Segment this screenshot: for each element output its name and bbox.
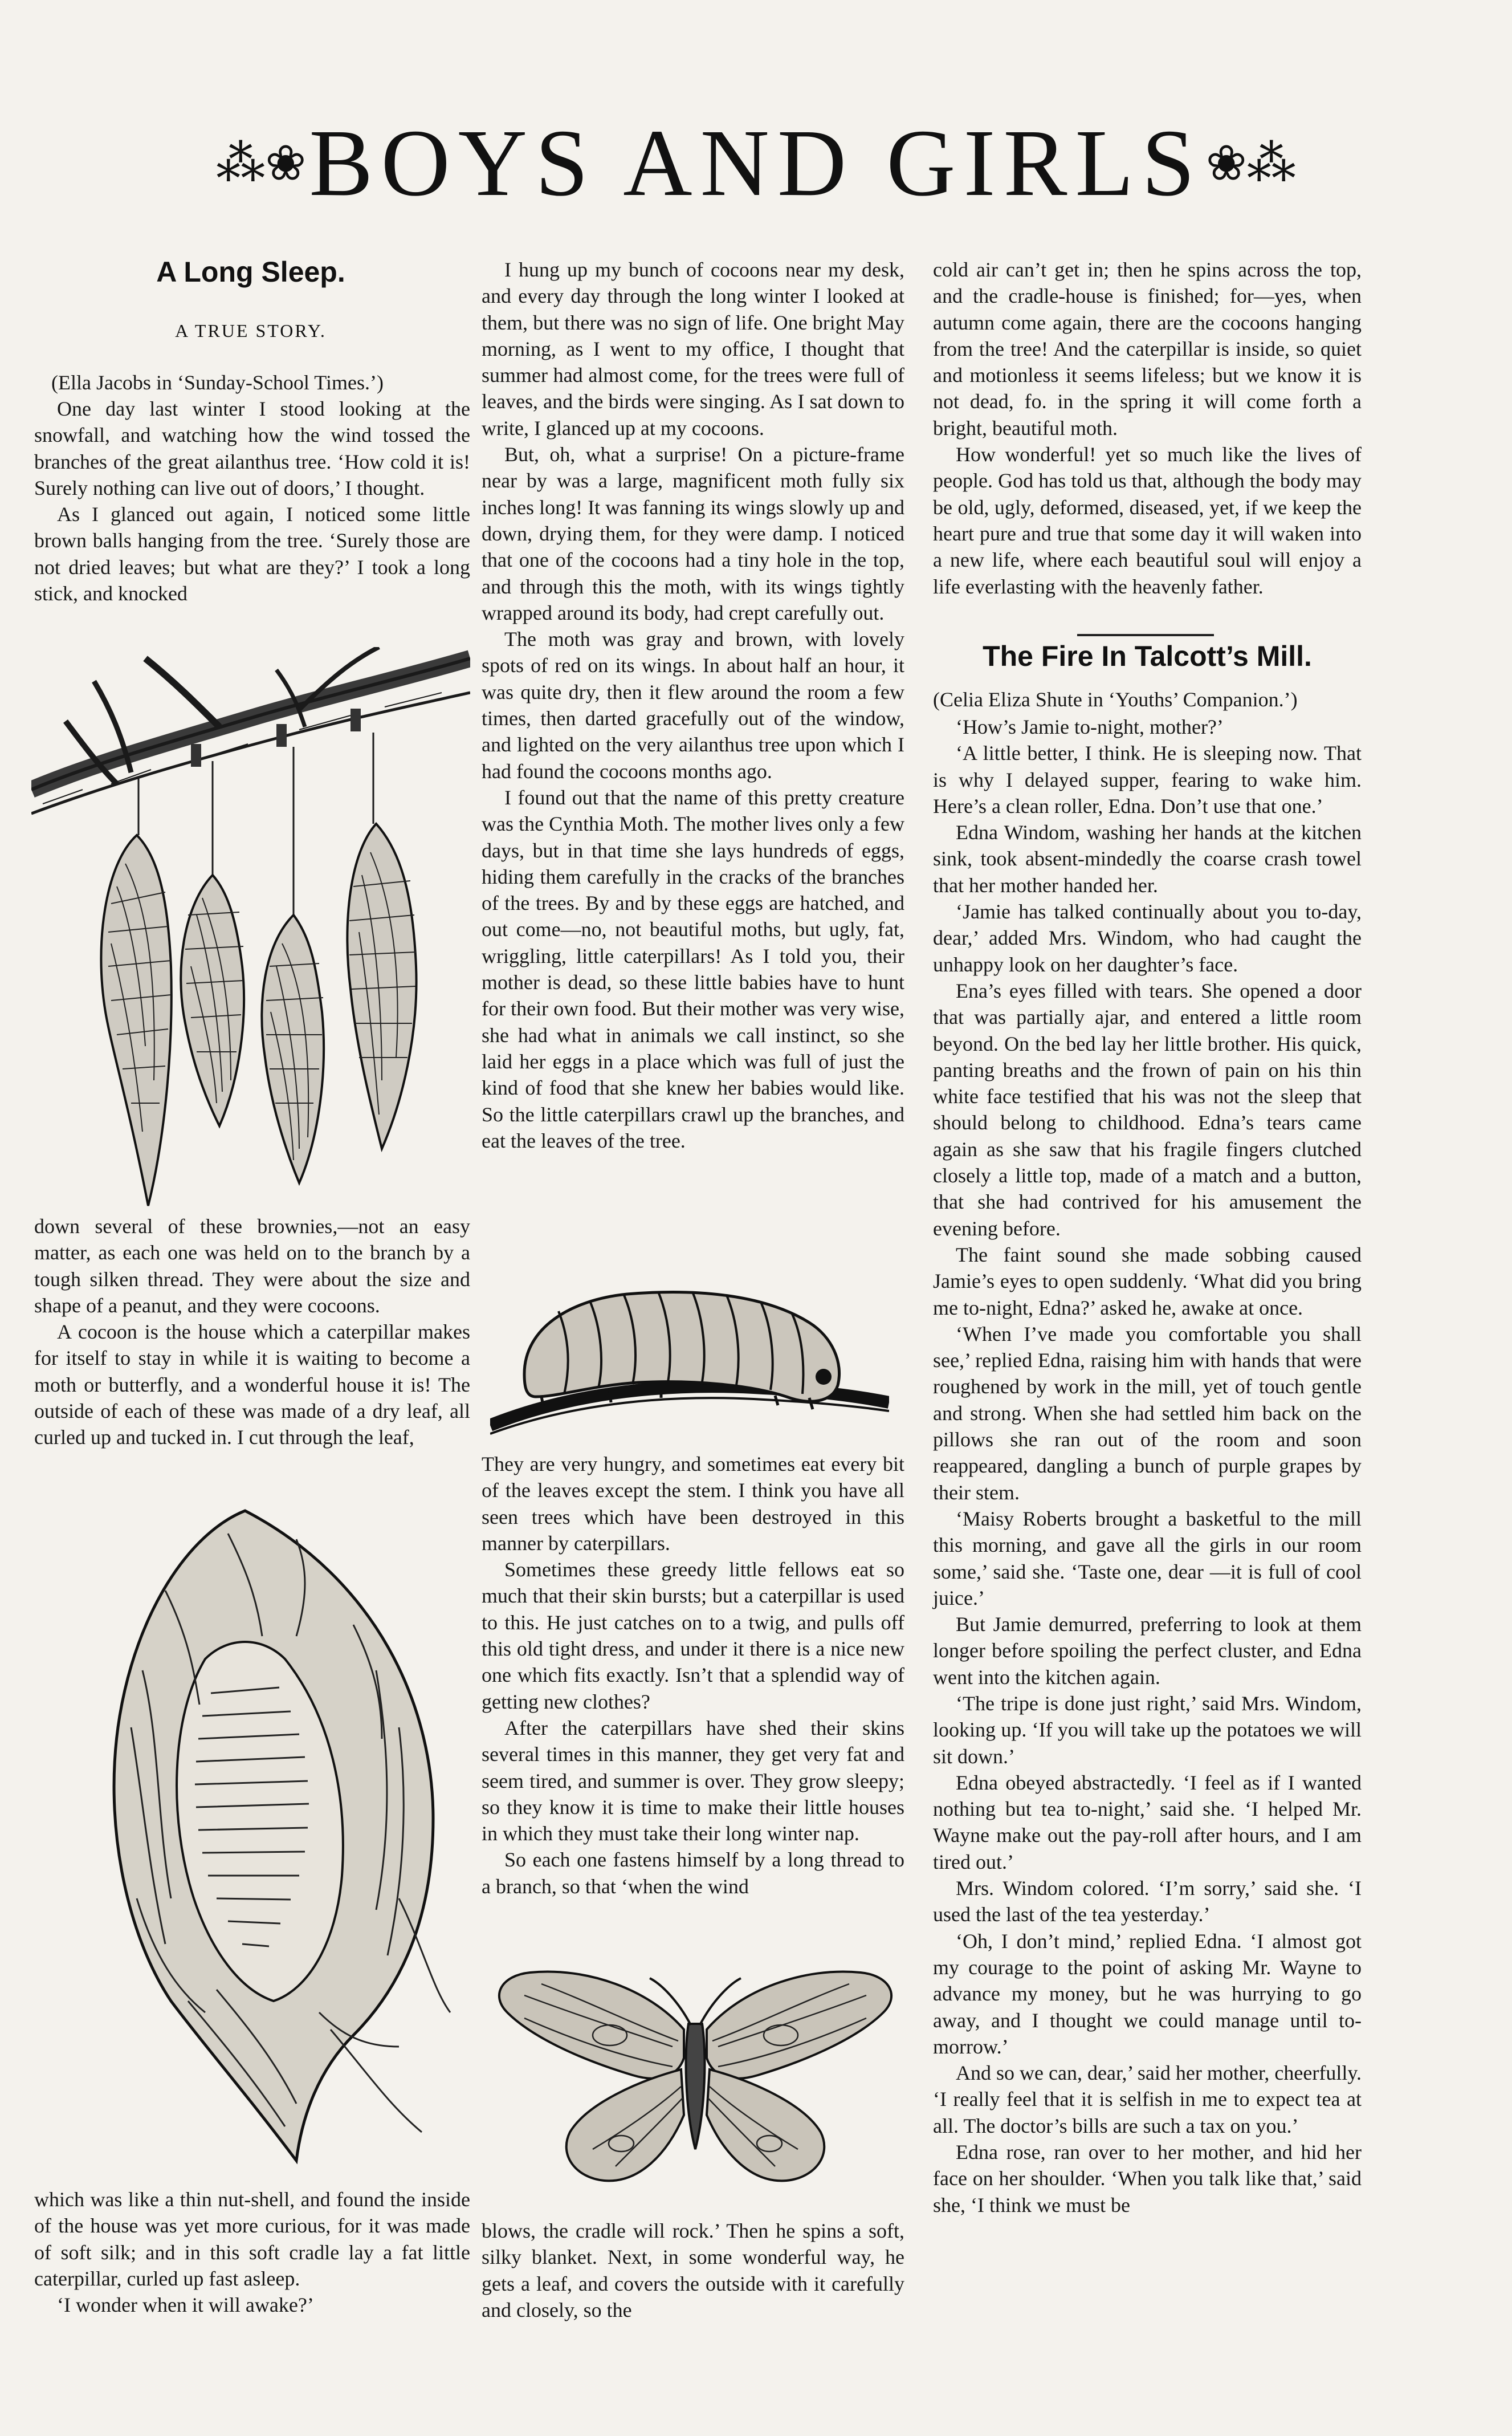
story-title-fire-in-talcotts-mill: The Fire In Talcott’s Mill. (983, 640, 1312, 672)
paragraph: Sometimes these greedy little fellows eat so much that their skin bursts; but a caterpillar is used to this. He just catches on to a twig, and pulls off this old tight dress, and under it there is a nice new one which fits exactly. Isn’t that a splendid way of getting new clothes? (482, 1558, 904, 1713)
paragraph: Edna rose, ran over to her mother, and hid her face on her shoulder. ‘When you talk like that,’ said she, ‘I think we must be (933, 2141, 1362, 2217)
text-block-8 (933, 714, 1362, 2218)
paragraph: ‘Oh, I don’t mind,’ replied Edna. ‘I almost got my courage to the point of asking Mr. Wayne to advance my money, but he was hurrying to go away, and I thought we could manage until to-morrow.’ (933, 1929, 1362, 2058)
story-subtitle: A TRUE STORY. (175, 320, 327, 341)
text-block-5 (482, 1451, 904, 1900)
paragraph: Edna Windom, washing her hands at the kitchen sink, took absent-mindedly the coarse crash towel that her mother handed her. (933, 821, 1362, 897)
caterpillar-illustration (490, 1260, 889, 1442)
paragraph: cold air can’t get in; then he spins across the top, and the cradle-house is finished; for—yes, when autumn come again, there are the cocoons hanging from the tree! And the caterpillar is inside, so quiet and motionless it seems lifeless; but we know it is not dead, fo. in the spring it will come forth a bright, beautiful moth. (933, 258, 1362, 440)
ornament-left: ⁂❀ (216, 135, 307, 192)
text-block-7 (933, 257, 1362, 600)
story-credit: (Ella Jacobs in ‘Sunday-School Times.’) (51, 371, 384, 394)
paragraph: ‘The tripe is done just right,’ said Mrs. Windom, looking up. ‘If you will take up the potatoes we will sit down.’ (933, 1691, 1362, 1768)
paragraph: ‘Maisy Roberts brought a basketful to the mill this morning, and gave all the girls in our room some,’ said she. ‘Taste one, dear —it is full of cool juice.’ (933, 1507, 1362, 1609)
paragraph: As I glanced out again, I noticed some little brown balls hanging from the tree. ‘Surely those are not dried leaves; but what are they?’ I took a long stick, and knocked (34, 503, 470, 605)
paragraph: But Jamie demurred, preferring to look at them longer before spoiling the perfect cluster, and Edna went into the kitchen again. (933, 1613, 1362, 1689)
paragraph: After the caterpillars have shed their skins several times in this manner, they get very fat and seem tired, and summer is over. They grow sleepy; so they know it is time to make their little houses in which they must take their long winter nap. (482, 1716, 904, 1845)
text-block-2 (34, 1213, 470, 1451)
paragraph: But, oh, what a surprise! On a picture-frame near by was a large, magnificent moth fully six inches long! It was fanning its wings slowly up and down, drying them, for they were damp. I noticed that one of the cocoons had a tiny hole in the top, and through this the moth, with its wings tightly wrapped around its body, had crept carefully out. (482, 443, 904, 624)
story-title-long-sleep: A Long Sleep. (156, 256, 345, 288)
cocoon-cross-section-illustration (57, 1499, 456, 2172)
paragraph: The moth was gray and brown, with lovely spots of red on its wings. In about half an hour, it was quite dry, then it flew around the room a few times, then darted gracefully out of the window, and lighted on the very ailanthus tree upon which I had found the cocoons months ago. (482, 628, 904, 783)
section-divider (1077, 634, 1214, 636)
hanging-cocoons-illustration (31, 647, 470, 1211)
paragraph: ‘When I’ve made you comfortable you shall see,’ replied Edna, raising him with hands that were roughened by work in the mill, yet of touch gentle and strong. When she had settled him back on the pillows she ran out of the room and soon reappeared, dangling a bunch of purple grapes by their stem. (933, 1322, 1362, 1504)
paragraph: Ena’s eyes filled with tears. She opened a door that was partially ajar, and entered a little room beyond. On the bed lay her little brother. His quick, panting breaths and the frown of pain on his thin white face testified that his was not the sleep that should belong to childhood. Edna’s tears came again as she saw that his fragile fingers clutched closely a little top, made of a match and a button, that she had contrived for his amusement the evening before. (933, 979, 1362, 1240)
masthead (0, 108, 1512, 216)
paragraph: One day last winter I stood looking at the snowfall, and watching how the wind tossed the branches of the great ailanthus tree. ‘How cold it is! Surely nothing can live out of doors,’ I thought. (34, 397, 470, 499)
paragraph: How wonderful! yet so much like the lives of people. God has told us that, although the body may be old, ugly, deformed, diseased, yet, if we keep the heart pure and true that some day it will waken into a new life, where each beautiful soul will enjoy a life everlasting with the heavenly father. (933, 443, 1362, 598)
paragraph: They are very hungry, and sometimes eat every bit of the leaves except the stem. I think you have all seen trees which have been destroyed in this manner by caterpillars. (482, 1453, 904, 1555)
text-block-3 (34, 2186, 470, 2318)
story-credit-2: (Celia Eliza Shute in ‘Youths’ Companion.’) (933, 688, 1298, 711)
text-block-1 (34, 396, 470, 607)
paragraph: ‘How’s Jamie to-night, mother?’ (956, 715, 1224, 738)
paragraph: I found out that the name of this pretty creature was the Cynthia Moth. The mother lives only a few days, but in that time she lays hundreds of eggs, hiding them carefully in the cracks of the branches of the trees. By and by these eggs are hatched, and out come—no, not beautiful moths, but ugly, fat, wriggling, little caterpillars! As I told you, their mother is dead, so these little babies have to hunt for their own food. But their mother was very wise, she had what in animals we call instinct, so she laid her eggs in a place which was full of just the kind of food that she knew her babies would like. So the little caterpillars crawl up the branches, and eat the leaves of the tree. (482, 786, 904, 1152)
paragraph: I hung up my bunch of cocoons near my desk, and every day through the long winter I looked at them, but there was no sign of life. One bright May morning, as I went to my office, I thought that summer had almost come, for the trees were full of leaves, and the birds were singing. As I sat down to write, I glanced up at my cocoons. (482, 258, 904, 440)
paragraph: blows, the cradle will rock.’ Then he spins a soft, silky blanket. Next, in some wonderful way, he gets a leaf, and covers the outside with it carefully and closely, so the (482, 2219, 904, 2321)
paragraph: ‘A little better, I think. He is sleeping now. That is why I delayed supper, fearing to wake him. Here’s a clean roller, Edna. Don’t use that one.’ (933, 742, 1362, 818)
paragraph: ‘Jamie has talked continually about you to-day, dear,’ added Mrs. Windom, who had caught the unhappy look on her daughter’s face. (933, 900, 1362, 976)
moth-illustration (490, 1961, 900, 2195)
section-title: BOYS AND GIRLS (309, 110, 1203, 216)
paragraph: So each one fastens himself by a long thread to a branch, so that ‘when the wind (482, 1848, 904, 1898)
paragraph: down several of these brownies,—not an easy matter, as each one was held on to the branch by a tough silken thread. They were about the size and shape of a peanut, and they were cocoons. (34, 1215, 470, 1317)
text-block-4 (482, 257, 904, 1154)
ornament-right: ❀⁂ (1205, 135, 1296, 192)
paragraph: A cocoon is the house which a caterpillar makes for itself to stay in while it is waiting to become a moth or butterfly, and a wonderful house it is! The outside of each of these was made of a dry leaf, all curled up and tucked in. I cut through the leaf, (34, 1320, 470, 1449)
paragraph: ‘I wonder when it will awake?’ (57, 2293, 314, 2317)
paragraph: which was like a thin nut-shell, and found the inside of the house was yet more curious, for it was made of soft silk; and in this soft cradle lay a fat little caterpillar, curled up fast asleep. (34, 2188, 470, 2290)
paragraph: Mrs. Windom colored. ‘I’m sorry,’ said she. ‘I used the last of the tea yesterday.’ (933, 1877, 1362, 1926)
paragraph: Edna obeyed abstractedly. ‘I feel as if I wanted nothing but tea to-night,’ said she. ‘I helped Mr. Wayne make out the pay-roll after hours, and I am tired out.’ (933, 1771, 1362, 1873)
text-block-6 (482, 2218, 904, 2323)
paragraph: The faint sound she made sobbing caused Jamie’s eyes to open suddenly. ‘What did you bring me to-night, Edna?’ asked he, awake at once. (933, 1243, 1362, 1319)
paragraph: And so we can, dear,’ said her mother, cheerfully. ‘I really feel that it is selfish in me to expect tea at all. The doctor’s bills are such a tax on you.’ (933, 2061, 1362, 2137)
